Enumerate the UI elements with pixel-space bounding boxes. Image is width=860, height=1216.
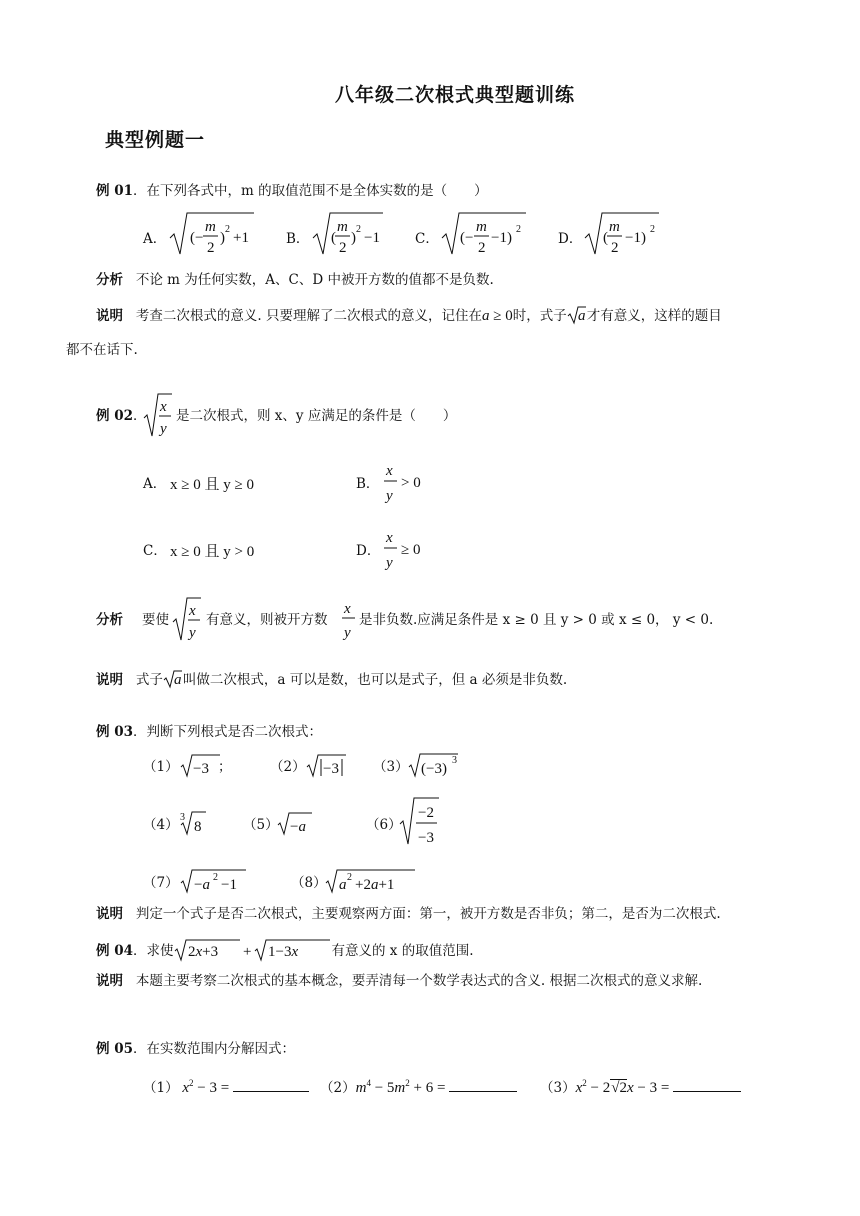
sqrt-a: [567, 305, 587, 325]
ex03-item-2-expression: [306, 752, 351, 780]
svg-text:(−: (−: [460, 230, 474, 246]
ex01-note-cont: 都不在话下.: [66, 342, 138, 358]
item-expression: $x^2 - 2√2x - 3$ =: [575, 1078, 674, 1096]
svg-text:x: x: [386, 463, 393, 479]
ex02-analysis-3: 是非负数.应满足条件是 x ≥ 0 且 y > 0 或 x ≤ 0， y < 0.: [359, 612, 714, 628]
ex02-analysis-label: 分析: [96, 612, 123, 628]
note-label: 说明: [96, 906, 123, 922]
ex03-item-8-expression: [325, 866, 420, 896]
ex04-note: [96, 971, 702, 991]
ex03-item-4-label: （4）: [143, 817, 179, 833]
svg-text:2x+3: 2x+3: [187, 944, 218, 960]
ex02-option-a-expression: x ≥ 0 且 y ≥ 0: [170, 477, 254, 493]
ex03-item-2-label: （2）: [270, 759, 306, 775]
question-text: ．判断下列根式是否二次根式：: [133, 724, 322, 740]
ex01-option-b-label: B．: [286, 231, 310, 247]
ex01-option-d-expression: [583, 210, 663, 260]
analysis-text: 不论 m 为任何实数，A、C、D 中被开方数的值都不是负数.: [135, 272, 494, 288]
ex03-item-6-label: （6）: [366, 817, 402, 833]
question-text: ．在实数范围内分解因式：: [133, 1041, 295, 1057]
example-label: 例 04: [96, 943, 133, 959]
ex02-option-d-label: D．: [356, 543, 381, 559]
svg-text:−2: −2: [418, 805, 434, 821]
note-text: 本题主要考察二次根式的基本概念，要弄清每一个数学表达式的含义. 根据二次根式的意义求解.: [135, 973, 703, 989]
example-01-question: [96, 181, 488, 201]
svg-text:(−: (−: [190, 230, 204, 246]
svg-text:a: a: [173, 672, 182, 688]
page-title: 八年级二次根式典型题训练: [335, 84, 576, 106]
svg-text:−3: −3: [323, 761, 339, 777]
svg-text:2: 2: [225, 224, 230, 235]
svg-text:y: y: [160, 421, 167, 437]
ex02-option-c-label: C．: [143, 543, 167, 559]
note-label: 说明: [96, 973, 123, 989]
svg-text:−3: −3: [418, 830, 434, 846]
ex01-option-b-expression: [311, 210, 386, 260]
ex02-analysis-2: 有意义，则被开方数: [206, 612, 328, 628]
ex03-item-4-expression: [178, 808, 208, 838]
svg-text:2: 2: [650, 224, 655, 235]
svg-text:2: 2: [347, 872, 352, 883]
section-heading: 典型例题一: [105, 129, 206, 151]
svg-text:−1: −1: [364, 230, 380, 246]
ex02-question: 是二次根式，则 x、y 应满足的条件是（ ）: [176, 408, 457, 424]
question-text: ．求使: [133, 943, 174, 959]
ex03-item-3-expression: [408, 750, 463, 780]
note-text: 考查二次根式的意义. 只要理解了二次根式的意义，记住在: [135, 308, 482, 324]
math-a-geq-0: a ≥ 0: [481, 308, 513, 324]
ex05-item-3: [540, 1073, 741, 1098]
svg-text:2: 2: [356, 224, 361, 235]
item-label: （3）: [540, 1080, 576, 1096]
svg-text:): ): [220, 230, 225, 246]
svg-text:−1): −1): [491, 230, 512, 246]
svg-text:3: 3: [180, 812, 185, 823]
ex03-note: [96, 904, 721, 924]
note-label: 说明: [96, 308, 123, 324]
note-text: 才有意义，这样的题目: [586, 308, 722, 324]
example-label: 例 03: [96, 724, 133, 740]
ex03-item-5-label: （5）: [243, 817, 279, 833]
sqrt-a: [163, 669, 183, 689]
svg-text:−1): −1): [625, 230, 646, 246]
svg-text:m: m: [609, 219, 620, 235]
answer-blank[interactable]: [673, 1077, 741, 1092]
ex02-option-c-expression: x ≥ 0 且 y > 0: [170, 544, 255, 560]
svg-text:y: y: [386, 555, 393, 571]
item-expression: $x^2 - 3$ =: [182, 1078, 233, 1096]
ex03-item-5-expression: [277, 810, 317, 838]
ex01-analysis: [96, 270, 494, 290]
svg-text:x: x: [160, 399, 167, 415]
ex01-note: [96, 305, 722, 326]
note-text: 时，式子: [512, 308, 567, 324]
svg-text:> 0: > 0: [401, 475, 421, 491]
example-label: 例 01: [96, 183, 133, 199]
svg-text:2: 2: [516, 224, 521, 235]
ex03-item-8-label: （8）: [291, 875, 327, 891]
answer-blank[interactable]: [449, 1077, 517, 1092]
ex02-option-a-label: A．: [143, 476, 167, 492]
item-label: （1）: [143, 1080, 179, 1096]
svg-text:+1: +1: [233, 230, 249, 246]
svg-text:m: m: [476, 219, 487, 235]
svg-text:m: m: [205, 219, 216, 235]
svg-text:+2a+1: +2a+1: [355, 877, 395, 893]
svg-text:x: x: [344, 601, 351, 617]
ex01-option-c-label: C．: [415, 231, 439, 247]
svg-text:): ): [351, 230, 356, 246]
svg-text:y: y: [386, 488, 393, 504]
svg-text:2: 2: [611, 240, 619, 256]
ex05-item-1: [143, 1073, 309, 1098]
ex02-analysis-sqrt: [172, 596, 202, 646]
svg-text:y: y: [344, 625, 351, 641]
ex01-option-d-label: D．: [558, 231, 583, 247]
svg-text:−a: −a: [290, 819, 306, 835]
ex05-item-2: [320, 1073, 517, 1098]
ex02-sqrt-x-over-y: [143, 392, 173, 442]
ex03-item-3-label: （3）: [373, 759, 409, 775]
note-text: 叫做二次根式，a 可以是数，也可以是式子，但 a 必须是非负数.: [182, 672, 568, 688]
ex02-option-b-expression: [382, 460, 432, 510]
svg-text:y: y: [189, 625, 196, 641]
note-label: 说明: [96, 672, 123, 688]
svg-text:a: a: [339, 877, 347, 893]
svg-text:2: 2: [213, 872, 218, 883]
example-label: 例 02: [96, 408, 133, 424]
ex03-item-6-expression: [399, 796, 444, 848]
svg-text:x: x: [386, 530, 393, 546]
ex03-item-1-suffix: ；: [218, 759, 232, 775]
item-label: （2）: [320, 1080, 356, 1096]
analysis-label: 分析: [96, 272, 123, 288]
svg-text:2: 2: [207, 240, 215, 256]
note-text: 判定一个式子是否二次根式，主要观察两方面：第一，被开方数是否非负；第二，是否为二次根式.: [135, 906, 721, 922]
ex02-option-d-expression: [382, 527, 432, 577]
svg-text:(: (: [603, 230, 608, 246]
ex01-option-a-expression: [168, 210, 258, 260]
ex02-option-b-label: B．: [356, 476, 380, 492]
ex05-question: [96, 1039, 295, 1059]
example-label: 例 05: [96, 1041, 133, 1057]
ex01-option-a-label: A．: [143, 231, 167, 247]
svg-text:+: +: [242, 944, 251, 960]
ex02-analysis-fraction: [340, 596, 360, 646]
ex02-analysis-1: 要使: [142, 612, 169, 628]
svg-text:1−3x: 1−3x: [267, 944, 298, 960]
question-text: 有意义的 x 的取值范围.: [331, 943, 474, 959]
ex01-option-c-expression: [440, 210, 530, 260]
svg-text:a: a: [577, 308, 586, 324]
svg-text:−3: −3: [193, 761, 209, 777]
ex04-expression: [174, 938, 332, 962]
svg-text:(−3): (−3): [421, 761, 447, 777]
svg-text:−a: −a: [194, 877, 210, 893]
ex04-question: [96, 938, 474, 962]
ex03-question: [96, 722, 322, 742]
svg-text:2: 2: [339, 240, 347, 256]
question-text: ．在下列各式中，m 的取值范围不是全体实数的是（ ）: [133, 183, 488, 199]
ex03-item-7-label: （7）: [143, 875, 179, 891]
svg-text:3: 3: [452, 755, 457, 766]
svg-text:x: x: [189, 603, 196, 619]
ex03-item-7-expression: [180, 866, 250, 896]
ex03-item-1-label: （1）: [143, 759, 179, 775]
note-text: 式子: [135, 672, 163, 688]
svg-text:8: 8: [194, 819, 202, 835]
answer-blank[interactable]: [233, 1077, 309, 1092]
svg-text:−1: −1: [221, 877, 237, 893]
svg-text:≥ 0: ≥ 0: [401, 542, 421, 558]
ex02-label: 例 02．: [96, 408, 147, 424]
svg-text:2: 2: [478, 240, 486, 256]
svg-text:m: m: [337, 219, 348, 235]
svg-text:(: (: [331, 230, 336, 246]
ex02-note: [96, 669, 567, 690]
item-expression: $m^4 - 5m^2 + 6$ =: [355, 1078, 450, 1096]
